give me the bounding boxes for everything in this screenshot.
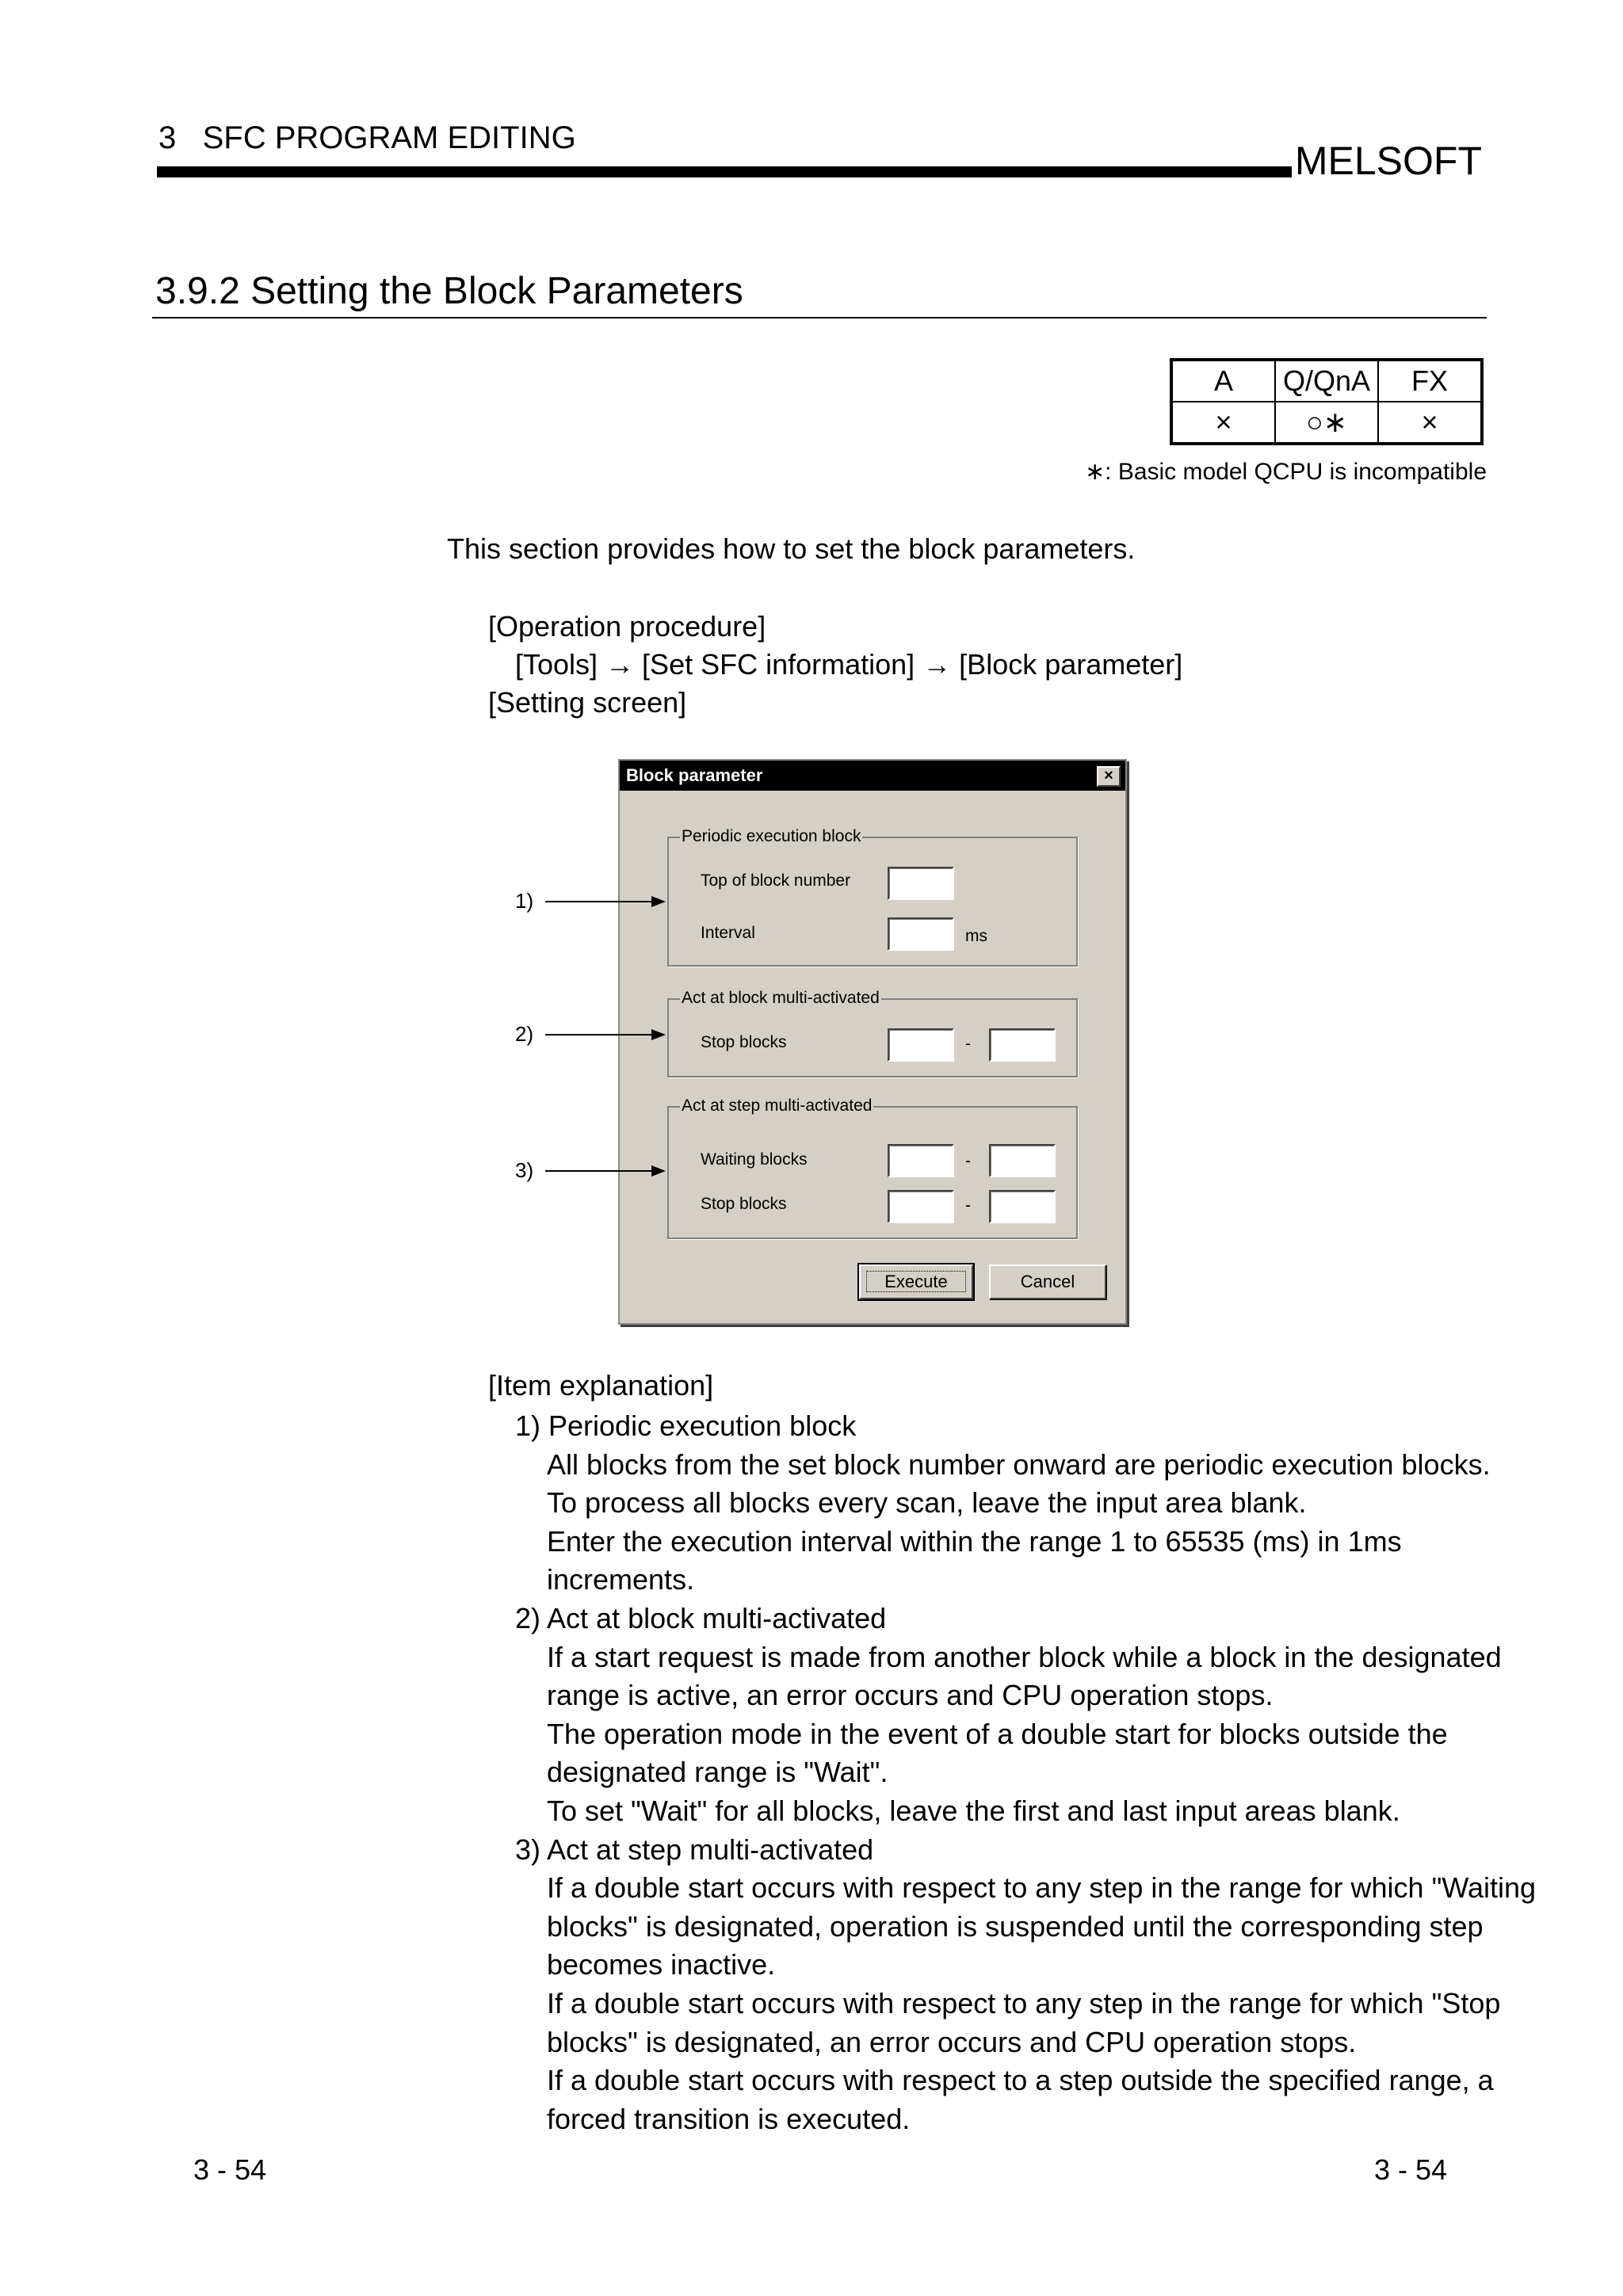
interval-label: Interval [701,924,755,942]
header-rule [157,166,1292,177]
compat-header-a: A [1171,360,1275,402]
dialog-title: Block parameter [626,765,763,785]
item-3-title: 3) Act at step multi-activated [515,1833,874,1866]
brand-name: MELSOFT [1294,139,1482,183]
block-multi-activated-group [667,989,1078,1077]
compatibility-table [1170,358,1484,445]
item-3-line: blocks" is designated, an error occurs and CPU operation stops. [547,2025,1357,2058]
item-1-line: increments. [547,1563,695,1596]
page-number-right: 3 - 54 [1373,2153,1447,2186]
item-2-title: 2) Act at block multi-activated [515,1601,887,1634]
interval-unit: ms [965,927,987,945]
block-stop-end-input[interactable] [989,1028,1056,1062]
item-1-line: All blocks from the set block number onward are periodic execution blocks. [547,1447,1491,1481]
page-number-left: 3 - 54 [193,2153,267,2186]
arrow-right-icon [651,1165,666,1177]
step-stop-start-input[interactable] [888,1190,954,1223]
callout-1: 1) [515,889,534,913]
operation-heading: [Operation procedure] [488,610,766,643]
item-2-line: The operation mode in the event of a double start for blocks outside the [547,1717,1448,1750]
arrow-right-icon [651,1029,666,1040]
item-3-line: blocks" is designated, operation is suspended until the corresponding step [547,1909,1484,1943]
callout-2: 2) [515,1022,534,1046]
callout-2-line [545,1034,653,1035]
execute-button[interactable] [859,1264,973,1299]
waiting-start-input[interactable] [888,1144,954,1177]
block-parameter-dialog [618,759,1127,1325]
waiting-end-input[interactable] [989,1144,1056,1177]
callout-1-line [545,901,653,902]
execute-button-label: Execute [866,1271,966,1292]
close-icon[interactable]: × [1097,766,1121,787]
periodic-execution-group-label: Periodic execution block [682,827,861,845]
item-1-line: To process all blocks every scan, leave the input area blank. [547,1486,1307,1520]
periodic-execution-group [667,827,1078,967]
item-3-line: If a double start occurs with respect to any step in the range for which "Stop [547,1986,1501,2019]
item-explanation-list [515,1407,1536,2138]
item-1-title: 1) Periodic execution block [515,1409,857,1442]
compat-header-fx: FX [1378,360,1482,402]
item-3-line: If a double start occurs with respect to any step in the range for which "Waiting [547,1871,1537,1905]
step-stop-separator: - [965,1196,971,1215]
item-2-line: range is active, an error occurs and CPU operation stops. [547,1679,1274,1712]
item-2-line: To set "Wait" for all blocks, leave the first and last input areas blank. [547,1794,1400,1827]
waiting-separator: - [965,1152,971,1170]
waiting-blocks-label: Waiting blocks [701,1150,808,1169]
top-block-number-input[interactable] [888,867,954,900]
step-stop-end-input[interactable] [989,1190,1056,1223]
step-multi-activated-group [667,1097,1078,1239]
arrow-right-icon [651,896,666,907]
setting-screen-heading: [Setting screen] [488,686,687,719]
compat-note: ∗: Basic model QCPU is incompatible [1085,459,1487,485]
compat-value-qqna: ○∗ [1275,402,1378,444]
item-3-line: forced transition is executed. [547,2102,911,2135]
block-stop-separator: - [965,1035,971,1053]
operation-path: [Tools] → [Set SFC information] → [Block parameter] [515,648,1183,681]
dialog-title-bar [620,761,1125,791]
step-stop-blocks-label: Stop blocks [701,1195,787,1213]
chapter-header: 3 SFC PROGRAM EDITING [158,120,576,155]
item-1-line: Enter the execution interval within the range 1 to 65535 (ms) in 1ms [547,1524,1402,1558]
item-2-line: If a start request is made from another block while a block in the designated [547,1640,1502,1673]
compat-value-a: × [1171,402,1275,444]
callout-3: 3) [515,1158,534,1182]
item-3-line: becomes inactive. [547,1948,776,1981]
callout-3-line [545,1170,653,1172]
section-title: 3.9.2 Setting the Block Parameters [155,270,743,312]
top-block-number-label: Top of block number [701,871,851,890]
section-rule [152,317,1487,318]
item-2-line: designated range is "Wait". [547,1756,888,1789]
item-3-line: If a double start occurs with respect to a step outside the specified range, a [547,2064,1494,2097]
item-explanation-heading: [Item explanation] [488,1369,714,1402]
compat-value-fx: × [1378,402,1482,444]
cancel-button[interactable]: Cancel [989,1264,1106,1299]
block-stop-blocks-label: Stop blocks [701,1033,787,1051]
step-multi-activated-group-label: Act at step multi-activated [682,1097,873,1115]
compat-header-qqna: Q/QnA [1275,360,1378,402]
block-multi-activated-group-label: Act at block multi-activated [682,989,880,1007]
interval-input[interactable] [888,917,954,951]
intro-text: This section provides how to set the block parameters. [447,532,1136,565]
block-stop-start-input[interactable] [888,1028,954,1062]
